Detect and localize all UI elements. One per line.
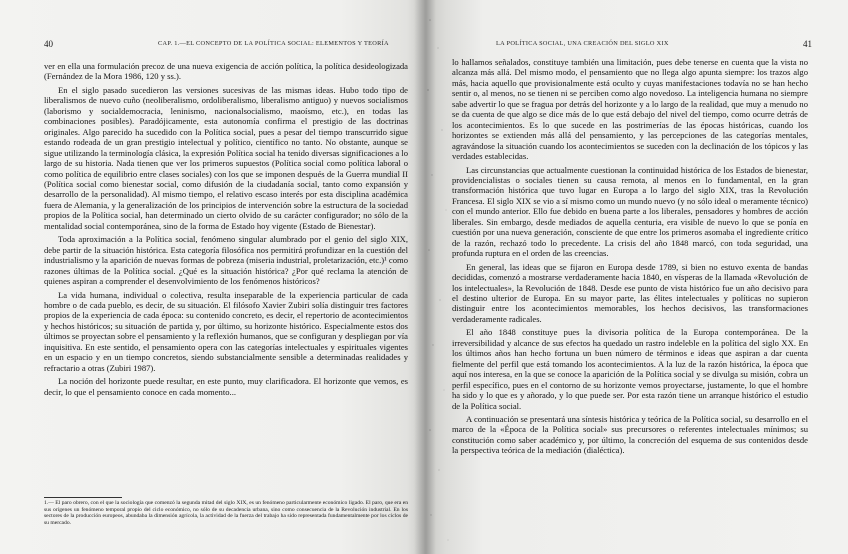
- right-paragraph: Las circunstancias que actualmente cuestionan la continuidad histórica de los Estados de bienestar, providencialistas o sociales tienen su causa remota, al menos en lo fundamental, en la gran transformación histórica que tuvo lugar en Europa a lo largo del siglo XIX, tras la Revolución Francesa. El siglo XIX se vio a sí mismo como un mundo nuevo (y no sólo ideal o meramente técnico) con el mundo anterior. Ello fue debido en buena parte a los liberales, pensadores y hombres de acción liberales. Sin embargo, desde mediados de aquella centuria, era visible de nuevo lo que se ponía en cuestión por una nueva generación, consciente de que entre los primeros asomaba el ingrediente crítico de la razón, rechazó todo lo precedente. La crisis del año 1848 marcó, con toda seguridad, una profunda ruptura en el orden de las creencias.: [452, 164, 808, 259]
- right-paragraph: lo hallamos señalados, constituye también una limitación, pues debe tenerse en cuenta que la vista no alcanza más allá. Del mismo modo, el pensamiento que no llega algo apunta siempre: los trazos algo más, hacia aquello que provisionalmente está oculto y cuyas manifestaciones todavía no se han hecho sentir o, al menos, no se tienen ni se perciben como algo novedoso. La inteligencia humana no siempre sabe advertir lo que se fragua por detrás del horizonte y a lo largo de la realidad, que muy a menudo no se da cuenta de que algo se dice más de lo que está debajo del nivel del tiempo, como ocurre detrás de los acontecimientos. Es lo que sucede en las postrimerías de las épocas históricas, cuando los horizontes se extienden más allá del pensamiento, y las percepciones de las categorías mentales, agravándose la situación cuando los acontecimientos se suceden con la declinación de los tópicos y las verdades establecidas.: [452, 57, 808, 162]
- right-page: [424, 0, 848, 554]
- book-gutter-shadow: [414, 0, 436, 554]
- right-body-text: [452, 57, 808, 456]
- left-paragraph: La noción del horizonte puede resultar, en este punto, muy clarificadora. El horizonte que vemos, es decir, lo que el pensamiento conoce en cada momento...: [44, 376, 408, 397]
- right-paragraph: El año 1848 constituye pues la divisoria política de la Europa contemporánea. De la irreversibilidad y alcance de sus efectos ha quedado un rastro indeleble en la política del siglo XX. En los últimos años han hecho fortuna un buen número de términos e ideas que aspiran a dar cuenta fielmente del perfil que está tomando los acontecimientos. A la luz de la razón histórica, la época que aquí nos interesa, en la que se conoce la aparición de la Política social y se divulga su misión, cobra un perfil específico, pues en el contorno de su horizonte vemos proyectarse, justamente, lo que el hombre ha sido y lo que es y añorado, y lo que puede ser. Por esta razón tiene un arranque histórico el estudio de la Política social.: [452, 327, 808, 411]
- footnote: 1.— El paro obrero, con el que la sociología que comenzó la segunda mitad del siglo XIX, es un fenómeno particularmente económico ligado. El paro, que era en sus orígenes un fenómeno temporal propio del ciclo económico, no sólo de su decadencia urbana, sino como consecuencia de la Revolución industrial. En los sectores de la producción europeos, abundaba la dimensión agrícola, la actividad de la fuerza del trabajo ha sido representada fundamentalmente por los ciclos de su mercado.: [44, 500, 408, 526]
- left-paragraph: Toda aproximación a la Política social, fenómeno singular alumbrado por el genio del siglo XIX, debe partir de la situación histórica. Esta categoría filosófica nos permitirá profundizar en la cuestión del industrialismo y la aparición de nuevas formas de pobreza (miseria industrial, proletarización, etc.)¹ como razones últimas de la Política social. ¿Qué es la situación histórica? ¿Por qué reclama la atención de quienes aspiran a comprender el desenvolvimiento de los fenómenos históricos?: [44, 234, 408, 287]
- left-body-text: [44, 61, 408, 397]
- left-page-number: 40: [44, 39, 53, 49]
- left-paragraph: En el siglo pasado sucedieron las versiones sucesivas de las mismas ideas. Hubo todo tipo de liberalismos de nuevo cuño (neoliberalismo, ordoliberalismo, liberalismo antiguo) y nuevos socialismos (laborismo y socialdemocracia, leninismo, nacionalsocialismo, maoísmo, etc.), en todas las combinaciones posibles). Paradójicamente, esta autonomía confirma el prestigio de las doctrinas originales. Algo parecido ha sucedido con la Política social, pues a pesar del tiempo transcurrido sigue estando rodeada de un gran prestigio intelectual y político, científico no tanto. No obstante, aunque se sigue utilizando la terminología clásica, la expresión Política social ha tenido diversas significaciones a lo largo de su historia. Nada tienen que ver los primeros supuestos (Política social como política laboral o como política de equilibrio entre clases sociales) con los que se imponen después de la Guerra mundial II (Política social como bienestar social, como difusión de la ciudadanía social, tanto como expansión y desarrollo de la personalidad). Al mismo tiempo, el relativo escaso interés por esta disciplina académica fuera de Alemania, y la generalización de los principios de intervención sobre la estructura de la sociedad propios de la Política social, han determinado un cierto olvido de su carácter configurador; no sólo de la mentalidad social contemporánea, sino de la forma de Estado hoy vigente (Estado de Bienestar).: [44, 84, 408, 231]
- left-running-head: CAP. 1.—EL CONCEPTO DE LA POLÍTICA SOCIAL: ELEMENTOS Y TEORÍA: [158, 40, 389, 47]
- left-paragraph: ver en ella una formulación precoz de una nueva exigencia de acción política, la política desideologizada (Fernández de la Mora 1986, 120 y ss.).: [44, 61, 408, 82]
- right-page-number: 41: [803, 39, 812, 49]
- right-paragraph: En general, las ideas que se fijaron en Europa desde 1789, si bien no estuvo exenta de bandas decididas, comenzó a mostrarse verdaderamente hacia 1840, en vísperas de la llamada «Revolución de los intelectuales», la Revolución de 1848. Desde ese punto de vista histórico fue un año decisivo para el destino ulterior de Europa. En su mayor parte, las élites intelectuales y políticas no supieron distinguir entre los acontecimientos memorables, los hechos decisivos, las transformaciones verdaderamente radicales.: [452, 261, 808, 324]
- left-paragraph: La vida humana, individual o colectiva, resulta inseparable de la experiencia particular de cada hombre o de cada pueblo, es decir, de su situación. El filósofo Xavier Zubiri solía distinguir tres factores propios de la experiencia de cada época: su contenido concreto, es decir, el repertorio de acontecimientos y hechos históricos; su situación de partida y, por último, su horizonte histórico. Especialmente estos dos últimos se proyectan sobre el pensamiento y la reflexión humanos, que se configuran y despliegan por vía inquisitiva. En este sentido, el pensamiento opera con las categorías intelectuales y espirituales vigentes en un espacio y en un tiempo concretos, siendo substancialmente sensible a determinadas realidades y refractario a otras (Zubiri 1987).: [44, 289, 408, 373]
- footnote-rule: [44, 497, 122, 498]
- right-running-head: LA POLÍTICA SOCIAL, UNA CREACIÓN DEL SIGLO XIX: [496, 40, 669, 47]
- right-paragraph: A continuación se presentará una síntesis histórica y teórica de la Política social, su desarrollo en el marco de la «Época de la Política social» sus precursores o referentes intelectuales mínimos; su constitución como saber académico y, por último, la concreción del esquema de sus contenidos desde la perspectiva teórica de la mediación (dialéctica).: [452, 413, 808, 456]
